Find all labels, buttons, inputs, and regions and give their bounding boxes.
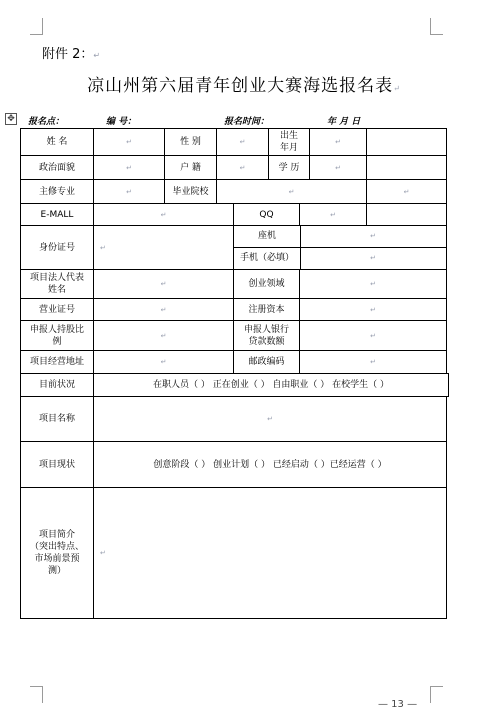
label-major: 主修专业 [21, 180, 94, 203]
input-mobile[interactable]: ↵ [370, 254, 376, 262]
label-school: 毕业院校 [165, 180, 217, 203]
table-row [20, 298, 447, 321]
input-landline[interactable]: ↵ [370, 232, 376, 240]
input-birth-date[interactable]: ↵ [310, 129, 367, 155]
share-label-top: 申报人持股比 [29, 324, 84, 335]
label-education: 学 历 [269, 156, 310, 179]
input-school[interactable]: ↵ [217, 180, 367, 203]
label-landline: 座机 [257, 231, 276, 241]
intro-label-line4: 测） [47, 566, 66, 576]
table-row [20, 487, 447, 619]
input-project-name[interactable]: ↵ [267, 415, 273, 423]
input-education[interactable]: ↵ [310, 156, 367, 179]
label-qq: QQ [234, 204, 300, 225]
label-project-name: 项目名称 [21, 397, 94, 441]
project-stage-options[interactable]: 创意阶段（ ） 创业计划（ ） 已经启动（ ）已经运营（ ） [153, 459, 387, 470]
table-row [20, 225, 447, 270]
table-row [20, 320, 447, 351]
title-text: 凉山州第六届青年创业大赛海选报名表 [87, 76, 394, 96]
photo-area: ↵ [403, 187, 410, 196]
label-bank-loan [234, 321, 300, 350]
label-email: E-MALL [21, 204, 94, 225]
registration-form-table [20, 128, 447, 619]
input-project-address[interactable]: ↵ [94, 351, 234, 373]
input-share-ratio[interactable]: ↵ [94, 321, 234, 350]
label-project-intro [21, 488, 94, 618]
page-number: — 13 — [378, 699, 418, 710]
label-household: 户 籍 [165, 156, 217, 179]
table-row [20, 155, 447, 180]
label-birth-date [269, 129, 310, 155]
input-license[interactable]: ↵ [94, 299, 234, 320]
table-move-handle-icon[interactable]: ✥ [5, 113, 17, 125]
crop-mark-bottom-right [430, 686, 443, 703]
label-gender: 性 别 [165, 129, 217, 155]
bank-label-top: 申报人银行 [243, 324, 289, 335]
input-name[interactable]: ↵ [94, 129, 165, 155]
crop-mark-bottom-left [30, 686, 43, 703]
photo-area [367, 129, 446, 155]
label-postal-code: 邮政编码 [234, 351, 300, 373]
label-project-address: 项目经营地址 [21, 351, 94, 373]
photo-area [367, 156, 446, 179]
input-postal-code[interactable]: ↵ [370, 358, 376, 366]
attachment-label [42, 43, 100, 62]
current-status-options[interactable]: 在职人员（ ） 正在创业（ ） 自由职业（ ） 在校学生（ ） [152, 380, 390, 390]
table-row [20, 128, 447, 156]
birth-label-top: 出生 [279, 131, 298, 141]
label-name: 姓 名 [21, 129, 94, 155]
header-number: 编 号： [106, 117, 137, 127]
input-bank-loan[interactable]: ↵ [370, 331, 376, 340]
input-qq[interactable]: ↵ [300, 204, 367, 225]
label-mobile: 手机（必填） [239, 253, 294, 263]
table-row [20, 203, 447, 226]
input-startup-field[interactable]: ↵ [370, 280, 376, 288]
input-gender[interactable]: ↵ [217, 129, 269, 155]
page-title [0, 71, 488, 96]
input-id-number[interactable]: ↵ [94, 226, 234, 269]
birth-label-bottom: 年月 [279, 143, 298, 153]
input-household[interactable]: ↵ [217, 156, 269, 179]
paragraph-mark-icon: ↵ [393, 84, 401, 93]
input-project-intro[interactable]: ↵ [100, 549, 106, 557]
input-registered-capital[interactable]: ↵ [370, 305, 376, 314]
table-row [20, 441, 447, 488]
photo-area [367, 204, 446, 225]
label-startup-field: 创业领域 [234, 270, 300, 298]
label-share-ratio [21, 321, 94, 350]
input-legal-rep[interactable]: ↵ [94, 270, 234, 298]
input-major[interactable]: ↵ [94, 180, 165, 203]
table-row [20, 350, 447, 374]
paragraph-mark-icon: ↵ [93, 51, 101, 60]
bank-label-bottom: 贷款数额 [248, 336, 285, 347]
intro-label-line3: 市场前景预 [34, 554, 80, 564]
header-reg-time: 报名时间： [224, 117, 270, 127]
input-political[interactable]: ↵ [94, 156, 165, 179]
attachment-text: 附件 2： [42, 47, 94, 62]
table-row [20, 269, 447, 299]
crop-mark-top-left [30, 18, 43, 35]
share-label-bottom: 例 [52, 336, 62, 347]
row-divider [234, 247, 446, 248]
label-political: 政治面貌 [21, 156, 94, 179]
label-current-status: 目前状况 [21, 374, 94, 396]
table-row [20, 373, 449, 397]
intro-label-line2: （突出特点、 [29, 542, 84, 552]
header-reg-point: 报名点： [28, 117, 65, 127]
label-registered-capital: 注册资本 [234, 299, 300, 320]
label-id-number: 身份证号 [21, 226, 94, 269]
legal-rep-label-top: 项目法人代表 [29, 273, 84, 283]
label-legal-rep [21, 270, 94, 298]
header-date: 年 月 日 [327, 117, 361, 127]
legal-rep-label-bottom: 姓名 [47, 285, 66, 295]
intro-label-line1: 项目简介 [38, 530, 75, 540]
table-row [20, 179, 447, 204]
input-email[interactable]: ↵ [94, 204, 234, 225]
crop-mark-top-right [430, 18, 443, 35]
label-project-stage: 项目现状 [21, 442, 94, 487]
table-row [20, 396, 447, 442]
label-license: 营业证号 [21, 299, 94, 320]
